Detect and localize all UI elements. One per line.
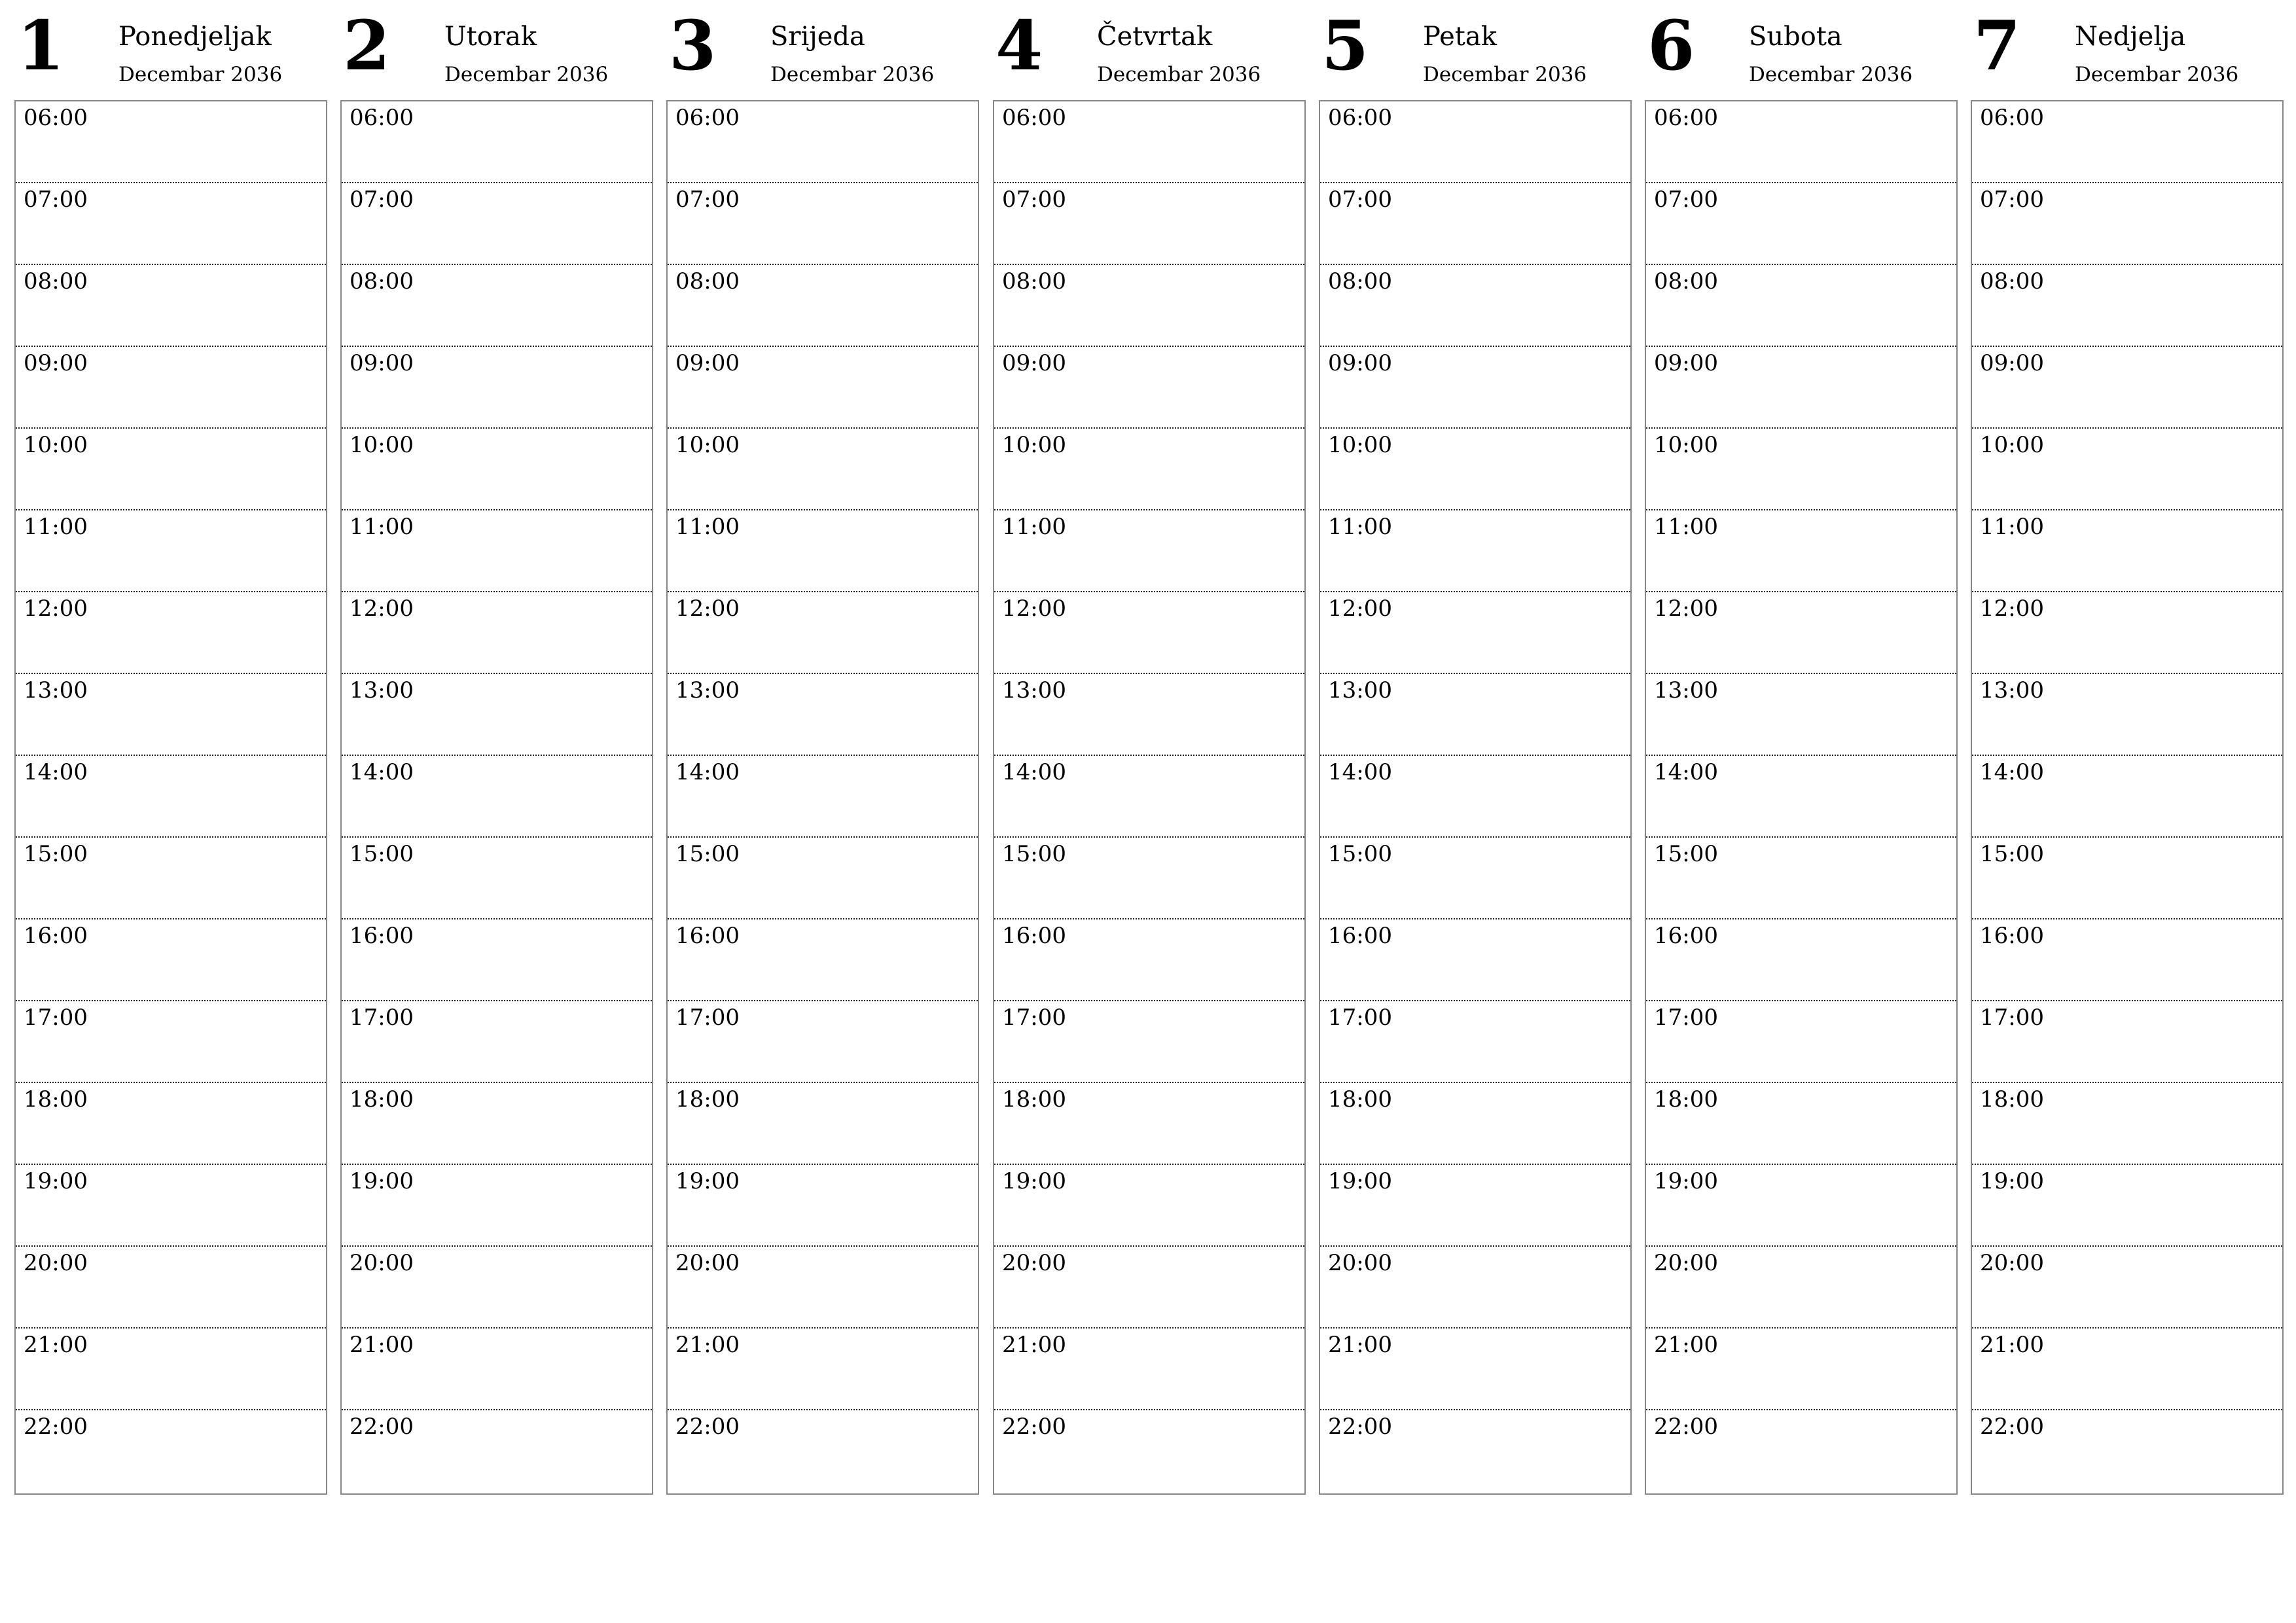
time-slot: [16, 347, 326, 429]
time-label: 10:00: [24, 432, 88, 458]
time-label: 14:00: [1328, 759, 1392, 785]
time-slot: [1320, 183, 1630, 265]
time-label: 11:00: [350, 514, 414, 540]
time-slot: [994, 347, 1304, 429]
day-name: Subota: [1749, 22, 1842, 52]
time-label: 06:00: [24, 105, 88, 131]
time-slot: [16, 1329, 326, 1410]
time-label: 11:00: [1002, 514, 1066, 540]
time-slot: [342, 510, 652, 592]
time-slot: [1320, 919, 1630, 1001]
day-name: Nedjelja: [2075, 22, 2186, 52]
time-label: 07:00: [350, 187, 414, 213]
time-slot: [1320, 1329, 1630, 1410]
day-name: Petak: [1423, 22, 1497, 52]
time-label: 14:00: [1002, 759, 1066, 785]
time-slot: [16, 183, 326, 265]
time-slot: [1646, 347, 1956, 429]
time-label: 10:00: [1328, 432, 1392, 458]
day-schedule-box: [340, 100, 653, 1495]
time-slot: [994, 101, 1304, 183]
time-label: 13:00: [24, 677, 88, 704]
time-label: 17:00: [1002, 1005, 1066, 1031]
time-slot: [1972, 510, 2282, 592]
day-name: Utorak: [444, 22, 537, 52]
time-slot: [1646, 674, 1956, 756]
time-slot: [668, 592, 978, 674]
time-slot: [994, 1165, 1304, 1247]
time-slot: [16, 101, 326, 183]
time-slot: [1646, 756, 1956, 838]
time-slot: [1646, 1165, 1956, 1247]
time-slot: [1320, 1247, 1630, 1329]
time-slot: [16, 1001, 326, 1083]
time-label: 19:00: [1980, 1168, 2044, 1194]
time-label: 20:00: [1002, 1250, 1066, 1276]
time-slot: [1646, 919, 1956, 1001]
time-label: 18:00: [1980, 1086, 2044, 1113]
time-label: 22:00: [1002, 1414, 1066, 1440]
time-slot: [668, 756, 978, 838]
day-month: Decembar 2036: [2075, 63, 2239, 86]
time-label: 20:00: [24, 1250, 88, 1276]
time-label: 22:00: [675, 1414, 740, 1440]
time-slot: [994, 1329, 1304, 1410]
time-slot: [1320, 1165, 1630, 1247]
time-label: 19:00: [350, 1168, 414, 1194]
time-label: 11:00: [24, 514, 88, 540]
time-slot: [1320, 429, 1630, 510]
time-label: 07:00: [675, 187, 740, 213]
time-slot: [1972, 838, 2282, 919]
time-label: 12:00: [675, 596, 740, 622]
time-label: 09:00: [1002, 350, 1066, 376]
day-column: [340, 0, 653, 1505]
time-label: 06:00: [1654, 105, 1718, 131]
time-label: 14:00: [1654, 759, 1718, 785]
time-slot: [994, 1410, 1304, 1492]
time-label: 12:00: [350, 596, 414, 622]
time-slot: [1320, 838, 1630, 919]
time-slot: [342, 919, 652, 1001]
time-slot: [994, 183, 1304, 265]
time-label: 21:00: [1654, 1332, 1718, 1358]
time-label: 20:00: [675, 1250, 740, 1276]
time-label: 08:00: [350, 268, 414, 294]
time-label: 22:00: [1980, 1414, 2044, 1440]
time-label: 07:00: [1654, 187, 1718, 213]
time-slot: [1320, 1001, 1630, 1083]
time-slot: [1646, 101, 1956, 183]
time-label: 11:00: [1980, 514, 2044, 540]
day-month: Decembar 2036: [1423, 63, 1587, 86]
time-slot: [1972, 674, 2282, 756]
time-slot: [668, 347, 978, 429]
time-slot: [668, 919, 978, 1001]
time-slot: [668, 429, 978, 510]
time-slot: [668, 1329, 978, 1410]
time-slot: [16, 510, 326, 592]
time-label: 08:00: [1002, 268, 1066, 294]
time-slot: [1320, 1083, 1630, 1165]
time-slot: [342, 1329, 652, 1410]
time-label: 10:00: [1654, 432, 1718, 458]
time-label: 12:00: [1980, 596, 2044, 622]
time-label: 12:00: [1654, 596, 1718, 622]
day-schedule-box: [993, 100, 1306, 1495]
time-label: 14:00: [675, 759, 740, 785]
time-label: 21:00: [1980, 1332, 2044, 1358]
time-slot: [342, 347, 652, 429]
time-label: 15:00: [1980, 841, 2044, 867]
day-number: 1: [17, 5, 65, 86]
time-slot: [994, 838, 1304, 919]
time-slot: [1972, 265, 2282, 347]
day-schedule-box: [1971, 100, 2284, 1495]
time-slot: [1646, 1410, 1956, 1492]
time-label: 14:00: [350, 759, 414, 785]
time-label: 14:00: [24, 759, 88, 785]
time-label: 17:00: [675, 1005, 740, 1031]
time-slot: [342, 265, 652, 347]
time-slot: [16, 1083, 326, 1165]
time-label: 09:00: [350, 350, 414, 376]
day-column: [666, 0, 979, 1505]
time-slot: [1320, 265, 1630, 347]
time-label: 16:00: [1328, 923, 1392, 949]
day-month: Decembar 2036: [1749, 63, 1913, 86]
time-slot: [342, 1410, 652, 1492]
time-slot: [668, 510, 978, 592]
day-name: Ponedjeljak: [118, 22, 272, 52]
time-label: 12:00: [1328, 596, 1392, 622]
time-label: 20:00: [1980, 1250, 2044, 1276]
time-label: 16:00: [675, 923, 740, 949]
time-slot: [16, 429, 326, 510]
day-month: Decembar 2036: [118, 63, 283, 86]
time-label: 08:00: [1328, 268, 1392, 294]
time-label: 11:00: [675, 514, 740, 540]
time-slot: [1972, 1083, 2282, 1165]
time-slot: [1320, 674, 1630, 756]
time-label: 13:00: [350, 677, 414, 704]
time-slot: [16, 1247, 326, 1329]
day-schedule-box: [1319, 100, 1632, 1495]
time-slot: [1972, 101, 2282, 183]
time-label: 13:00: [1002, 677, 1066, 704]
time-label: 09:00: [1654, 350, 1718, 376]
time-slot: [1646, 510, 1956, 592]
time-slot: [1646, 183, 1956, 265]
time-slot: [16, 592, 326, 674]
time-label: 11:00: [1654, 514, 1718, 540]
day-number: 4: [996, 5, 1043, 86]
time-slot: [668, 101, 978, 183]
day-column: [1319, 0, 1632, 1505]
time-slot: [342, 1247, 652, 1329]
time-label: 13:00: [1328, 677, 1392, 704]
time-slot: [1320, 592, 1630, 674]
time-label: 06:00: [675, 105, 740, 131]
time-slot: [668, 674, 978, 756]
time-slot: [668, 265, 978, 347]
time-slot: [994, 1001, 1304, 1083]
time-label: 21:00: [24, 1332, 88, 1358]
time-label: 16:00: [1980, 923, 2044, 949]
day-schedule-box: [666, 100, 979, 1495]
time-slot: [1646, 1083, 1956, 1165]
day-number: 5: [1321, 5, 1369, 86]
day-month: Decembar 2036: [444, 63, 609, 86]
time-slot: [342, 183, 652, 265]
time-label: 15:00: [1002, 841, 1066, 867]
time-label: 22:00: [350, 1414, 414, 1440]
time-label: 12:00: [1002, 596, 1066, 622]
time-label: 08:00: [24, 268, 88, 294]
time-label: 21:00: [350, 1332, 414, 1358]
time-label: 19:00: [24, 1168, 88, 1194]
time-slot: [1972, 183, 2282, 265]
time-label: 18:00: [675, 1086, 740, 1113]
time-slot: [994, 1247, 1304, 1329]
time-label: 22:00: [1328, 1414, 1392, 1440]
time-label: 18:00: [350, 1086, 414, 1113]
time-label: 11:00: [1328, 514, 1392, 540]
time-label: 19:00: [1654, 1168, 1718, 1194]
time-label: 12:00: [24, 596, 88, 622]
time-slot: [342, 429, 652, 510]
day-number: 2: [343, 5, 391, 86]
time-slot: [16, 265, 326, 347]
day-month: Decembar 2036: [770, 63, 935, 86]
time-slot: [668, 1083, 978, 1165]
time-slot: [1646, 429, 1956, 510]
day-schedule-box: [14, 100, 327, 1495]
time-label: 09:00: [24, 350, 88, 376]
time-label: 14:00: [1980, 759, 2044, 785]
time-slot: [994, 674, 1304, 756]
time-label: 10:00: [350, 432, 414, 458]
day-column: [1645, 0, 1958, 1505]
day-number: 3: [669, 5, 717, 86]
time-slot: [1646, 1247, 1956, 1329]
time-label: 07:00: [1002, 187, 1066, 213]
time-slot: [668, 838, 978, 919]
time-label: 15:00: [1654, 841, 1718, 867]
time-label: 13:00: [1654, 677, 1718, 704]
time-slot: [1972, 1410, 2282, 1492]
time-label: 06:00: [350, 105, 414, 131]
time-slot: [668, 183, 978, 265]
time-slot: [668, 1001, 978, 1083]
time-slot: [1972, 1001, 2282, 1083]
time-slot: [16, 1165, 326, 1247]
time-slot: [994, 756, 1304, 838]
day-column: [993, 0, 1306, 1505]
time-label: 10:00: [1002, 432, 1066, 458]
time-slot: [1972, 756, 2282, 838]
day-name: Srijeda: [770, 22, 865, 52]
time-label: 15:00: [350, 841, 414, 867]
time-slot: [16, 756, 326, 838]
time-label: 20:00: [350, 1250, 414, 1276]
time-slot: [994, 592, 1304, 674]
time-slot: [1646, 838, 1956, 919]
time-slot: [342, 101, 652, 183]
time-slot: [342, 1165, 652, 1247]
time-slot: [1646, 265, 1956, 347]
time-slot: [994, 429, 1304, 510]
time-slot: [994, 1083, 1304, 1165]
time-label: 10:00: [1980, 432, 2044, 458]
time-slot: [342, 1001, 652, 1083]
time-slot: [1646, 592, 1956, 674]
time-label: 21:00: [675, 1332, 740, 1358]
time-slot: [1972, 1247, 2282, 1329]
time-slot: [16, 838, 326, 919]
time-label: 18:00: [1002, 1086, 1066, 1113]
time-slot: [342, 592, 652, 674]
time-slot: [668, 1247, 978, 1329]
time-label: 06:00: [1002, 105, 1066, 131]
time-slot: [1320, 510, 1630, 592]
time-slot: [1972, 592, 2282, 674]
time-label: 09:00: [675, 350, 740, 376]
time-label: 18:00: [1328, 1086, 1392, 1113]
time-label: 22:00: [24, 1414, 88, 1440]
time-label: 09:00: [1328, 350, 1392, 376]
day-column: [1971, 0, 2284, 1505]
time-slot: [1972, 429, 2282, 510]
time-label: 16:00: [1654, 923, 1718, 949]
time-label: 10:00: [675, 432, 740, 458]
time-slot: [342, 1083, 652, 1165]
time-slot: [1320, 347, 1630, 429]
time-label: 13:00: [675, 677, 740, 704]
time-slot: [16, 919, 326, 1001]
time-label: 15:00: [1328, 841, 1392, 867]
time-slot: [1646, 1329, 1956, 1410]
time-slot: [342, 838, 652, 919]
time-slot: [1972, 1329, 2282, 1410]
time-label: 19:00: [1328, 1168, 1392, 1194]
day-number: 7: [1973, 5, 2021, 86]
time-label: 07:00: [1980, 187, 2044, 213]
time-label: 07:00: [24, 187, 88, 213]
time-label: 17:00: [1980, 1005, 2044, 1031]
day-name: Četvrtak: [1097, 22, 1213, 52]
time-slot: [1320, 1410, 1630, 1492]
time-label: 15:00: [675, 841, 740, 867]
day-column: [14, 0, 327, 1505]
time-label: 18:00: [24, 1086, 88, 1113]
time-slot: [1646, 1001, 1956, 1083]
time-label: 22:00: [1654, 1414, 1718, 1440]
time-label: 16:00: [24, 923, 88, 949]
time-label: 21:00: [1328, 1332, 1392, 1358]
time-slot: [1972, 919, 2282, 1001]
time-slot: [1320, 756, 1630, 838]
time-label: 20:00: [1654, 1250, 1718, 1276]
time-label: 17:00: [350, 1005, 414, 1031]
time-slot: [994, 265, 1304, 347]
time-slot: [16, 1410, 326, 1492]
day-month: Decembar 2036: [1097, 63, 1261, 86]
time-label: 20:00: [1328, 1250, 1392, 1276]
time-slot: [994, 510, 1304, 592]
time-label: 17:00: [24, 1005, 88, 1031]
time-label: 21:00: [1002, 1332, 1066, 1358]
time-label: 19:00: [675, 1168, 740, 1194]
time-slot: [16, 674, 326, 756]
time-slot: [668, 1165, 978, 1247]
time-label: 08:00: [1980, 268, 2044, 294]
time-label: 16:00: [1002, 923, 1066, 949]
time-label: 09:00: [1980, 350, 2044, 376]
time-label: 17:00: [1654, 1005, 1718, 1031]
time-slot: [342, 674, 652, 756]
time-label: 16:00: [350, 923, 414, 949]
time-label: 19:00: [1002, 1168, 1066, 1194]
time-label: 17:00: [1328, 1005, 1392, 1031]
time-slot: [342, 756, 652, 838]
time-slot: [668, 1410, 978, 1492]
time-label: 18:00: [1654, 1086, 1718, 1113]
day-schedule-box: [1645, 100, 1958, 1495]
time-label: 06:00: [1328, 105, 1392, 131]
time-slot: [1972, 347, 2282, 429]
time-label: 15:00: [24, 841, 88, 867]
time-label: 06:00: [1980, 105, 2044, 131]
time-slot: [1320, 101, 1630, 183]
time-label: 07:00: [1328, 187, 1392, 213]
time-label: 13:00: [1980, 677, 2044, 704]
time-slot: [1972, 1165, 2282, 1247]
time-slot: [994, 919, 1304, 1001]
time-label: 08:00: [675, 268, 740, 294]
time-label: 08:00: [1654, 268, 1718, 294]
day-number: 6: [1647, 5, 1695, 86]
